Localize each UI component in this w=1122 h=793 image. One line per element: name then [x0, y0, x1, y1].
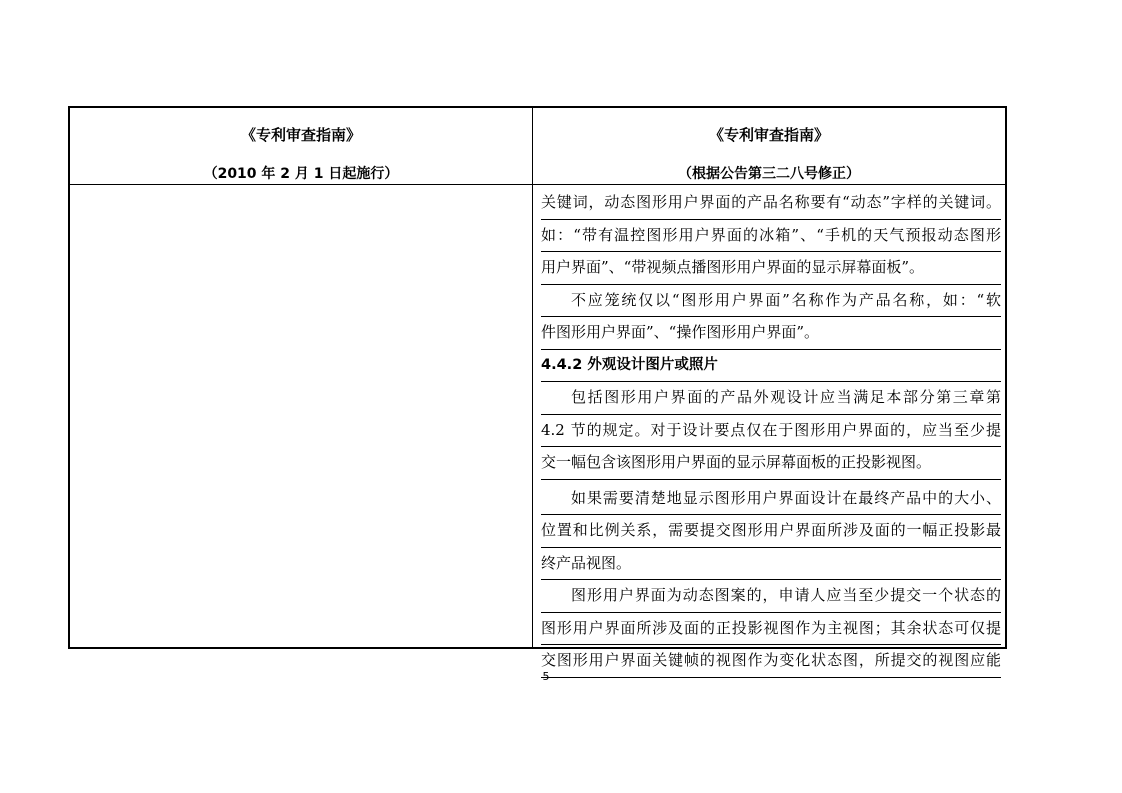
- page-number: 5: [542, 670, 550, 683]
- header-divider: [70, 184, 1005, 185]
- text-line: 终产品视图。: [541, 548, 1001, 581]
- text-line: 交一幅包含该图形用户界面的显示屏幕面板的正投影视图。: [541, 447, 1001, 480]
- text-line: 包括图形用户界面的产品外观设计应当满足本部分第三章第: [541, 382, 1001, 415]
- right-column-title: 《专利审查指南》: [708, 126, 829, 144]
- left-column-title: 《专利审查指南》: [240, 126, 361, 144]
- right-column-subtitle: （根据公告第三二八号修正）: [678, 166, 860, 182]
- header-right-cell: [533, 108, 1005, 184]
- text-line: 4.2 节的规定。对于设计要点仅在于图形用户界面的，应当至少提: [541, 415, 1001, 448]
- text-line: 关键词，动态图形用户界面的产品名称要有“动态”字样的关键词。: [541, 187, 1001, 220]
- text-line: 交图形用户界面关键帧的视图作为变化状态图，所提交的视图应能: [541, 645, 1001, 678]
- comparison-table: [68, 106, 1007, 669]
- text-line: 用户界面”、“带视频点播图形用户界面的显示屏幕面板”。: [541, 252, 1001, 285]
- text-line: 图形用户界面为动态图案的，申请人应当至少提交一个状态的: [541, 580, 1001, 613]
- text-line: 如果需要清楚地显示图形用户界面设计在最终产品中的大小、: [541, 483, 1001, 516]
- header-left-cell: [70, 108, 532, 184]
- left-column-subtitle: （2010 年 2 月 1 日起施行）: [203, 166, 399, 182]
- text-line: 位置和比例关系，需要提交图形用户界面所涉及面的一幅正投影最: [541, 515, 1001, 548]
- column-divider: [532, 108, 533, 647]
- text-line: 图形用户界面所涉及面的正投影视图作为主视图；其余状态可仅提: [541, 613, 1001, 646]
- text-line: 不应笼统仅以“图形用户界面”名称作为产品名称，如：“软: [541, 285, 1001, 318]
- section-heading: 4.4.2 外观设计图片或照片: [541, 350, 1001, 383]
- text-line: 件图形用户界面”、“操作图形用户界面”。: [541, 317, 1001, 350]
- revised-text-body: [541, 187, 1001, 678]
- text-line: 如：“带有温控图形用户界面的冰箱”、“手机的天气预报动态图形: [541, 220, 1001, 253]
